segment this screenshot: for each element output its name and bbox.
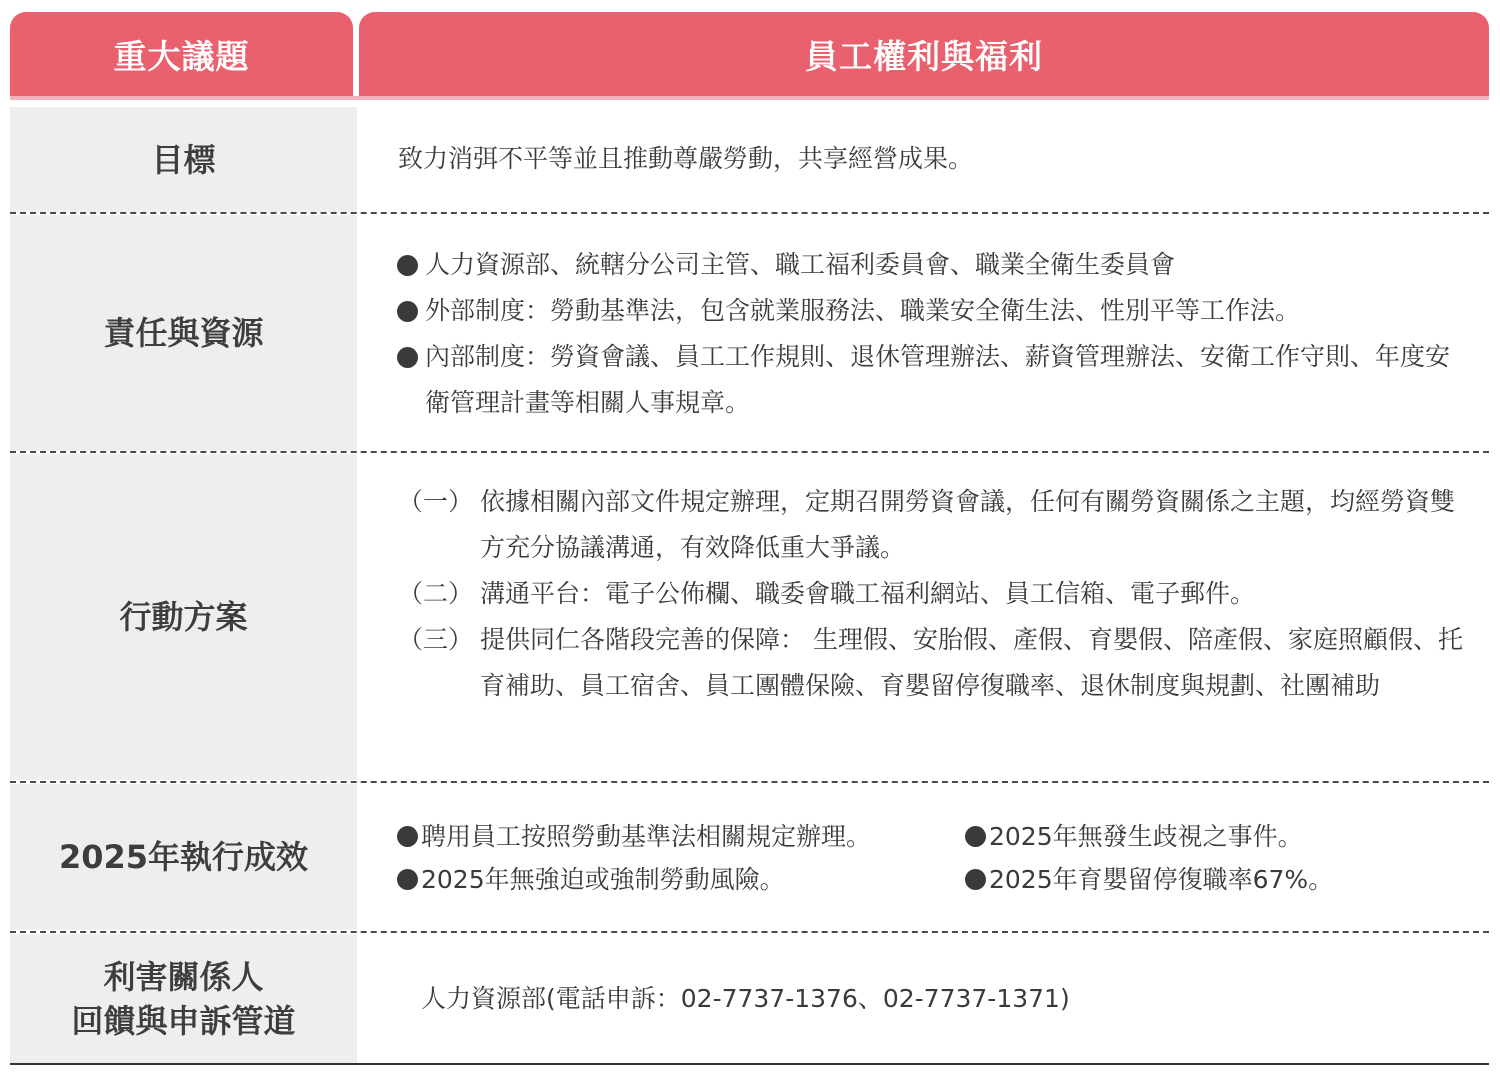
results-item-3: 2025年無強迫或強制勞動風險。 bbox=[421, 865, 785, 894]
results-grid bbox=[397, 815, 1489, 901]
results-col-right bbox=[965, 815, 1485, 901]
list-item bbox=[965, 858, 1485, 901]
action-text-2: 溝通平台：電子公佈欄、職委會職工福利網站、員工信箱、電子郵件。 bbox=[480, 579, 1256, 608]
action-num-2: （二） bbox=[398, 579, 474, 608]
action-text-3: 提供同仁各階段完善的保障： 生理假、安胎假、產假、育嬰假、陪產假、家庭照顧假、托育補助、員工宿舍、員工團體保險、育嬰留停復職率、退休制度與規劃、社團補助 bbox=[480, 625, 1463, 700]
row-label-feedback bbox=[10, 934, 357, 1063]
row-separator bbox=[10, 781, 1489, 783]
row-label-goal: 目標 bbox=[10, 107, 357, 212]
bullet-icon bbox=[397, 869, 418, 890]
goal-text: 致力消弭不平等並且推動尊嚴勞動，共享經營成果。 bbox=[398, 144, 974, 173]
action-num-3: （三） bbox=[398, 625, 474, 654]
list-item bbox=[965, 815, 1485, 858]
row-separator bbox=[10, 451, 1489, 453]
header-topic-title: 員工權利與福利 bbox=[359, 12, 1489, 96]
feedback-label-line1: 利害關係人 bbox=[103, 957, 264, 996]
bullet-icon bbox=[397, 826, 418, 847]
row-content-action-plan bbox=[357, 479, 1463, 709]
bullet-icon bbox=[965, 826, 986, 847]
list-item bbox=[397, 288, 1459, 334]
row-label-responsibility: 責任與資源 bbox=[10, 215, 357, 451]
row-separator bbox=[10, 931, 1489, 933]
list-item bbox=[397, 858, 965, 901]
results-col-left bbox=[397, 815, 965, 901]
bullet-icon bbox=[397, 347, 418, 368]
feedback-text: 人力資源部(電話申訴：02-7737-1376、02-7737-1371) bbox=[421, 984, 1070, 1013]
bullet-icon bbox=[397, 255, 418, 276]
row-label-results: 2025年執行成效 bbox=[10, 784, 357, 930]
row-separator bbox=[10, 212, 1489, 214]
row-label-action-plan: 行動方案 bbox=[10, 454, 357, 780]
list-item bbox=[398, 479, 1463, 571]
responsibility-item-2: 外部制度：勞動基準法，包含就業服務法、職業安全衛生法、性別平等工作法。 bbox=[425, 296, 1301, 325]
responsibility-item-1: 人力資源部、統轄分公司主管、職工福利委員會、職業全衛生委員會 bbox=[425, 250, 1176, 279]
bullet-icon bbox=[965, 869, 986, 890]
header-underline bbox=[10, 96, 1489, 100]
results-item-1: 聘用員工按照勞動基準法相關規定辦理。 bbox=[421, 822, 872, 851]
row-content-feedback bbox=[357, 976, 1489, 1022]
table-bottom-border bbox=[10, 1063, 1489, 1065]
header-material-topic: 重大議題 bbox=[10, 12, 353, 96]
list-item bbox=[397, 334, 1459, 426]
responsibility-item-3: 內部制度：勞資會議、員工工作規則、退休管理辦法、薪資管理辦法、安衛工作守則、年度安衛管理計畫等相關人事規章。 bbox=[425, 342, 1451, 417]
row-content-goal bbox=[357, 136, 1489, 182]
list-item bbox=[398, 617, 1463, 709]
row-content-results bbox=[357, 815, 1489, 901]
list-item bbox=[397, 242, 1459, 288]
feedback-label-line2: 回饋與申訴管道 bbox=[71, 1001, 296, 1040]
results-item-4: 2025年育嬰留停復職率67%。 bbox=[989, 865, 1334, 894]
row-content-responsibility bbox=[357, 242, 1459, 426]
bullet-icon bbox=[397, 301, 418, 322]
action-text-1: 依據相關內部文件規定辦理，定期召開勞資會議，任何有關勞資關係之主題，均經勞資雙方充分協議溝通，有效降低重大爭議。 bbox=[480, 487, 1456, 562]
list-item bbox=[397, 815, 965, 858]
action-num-1: （一） bbox=[398, 487, 474, 516]
list-item bbox=[398, 571, 1463, 617]
results-item-2: 2025年無發生歧視之事件。 bbox=[989, 822, 1303, 851]
